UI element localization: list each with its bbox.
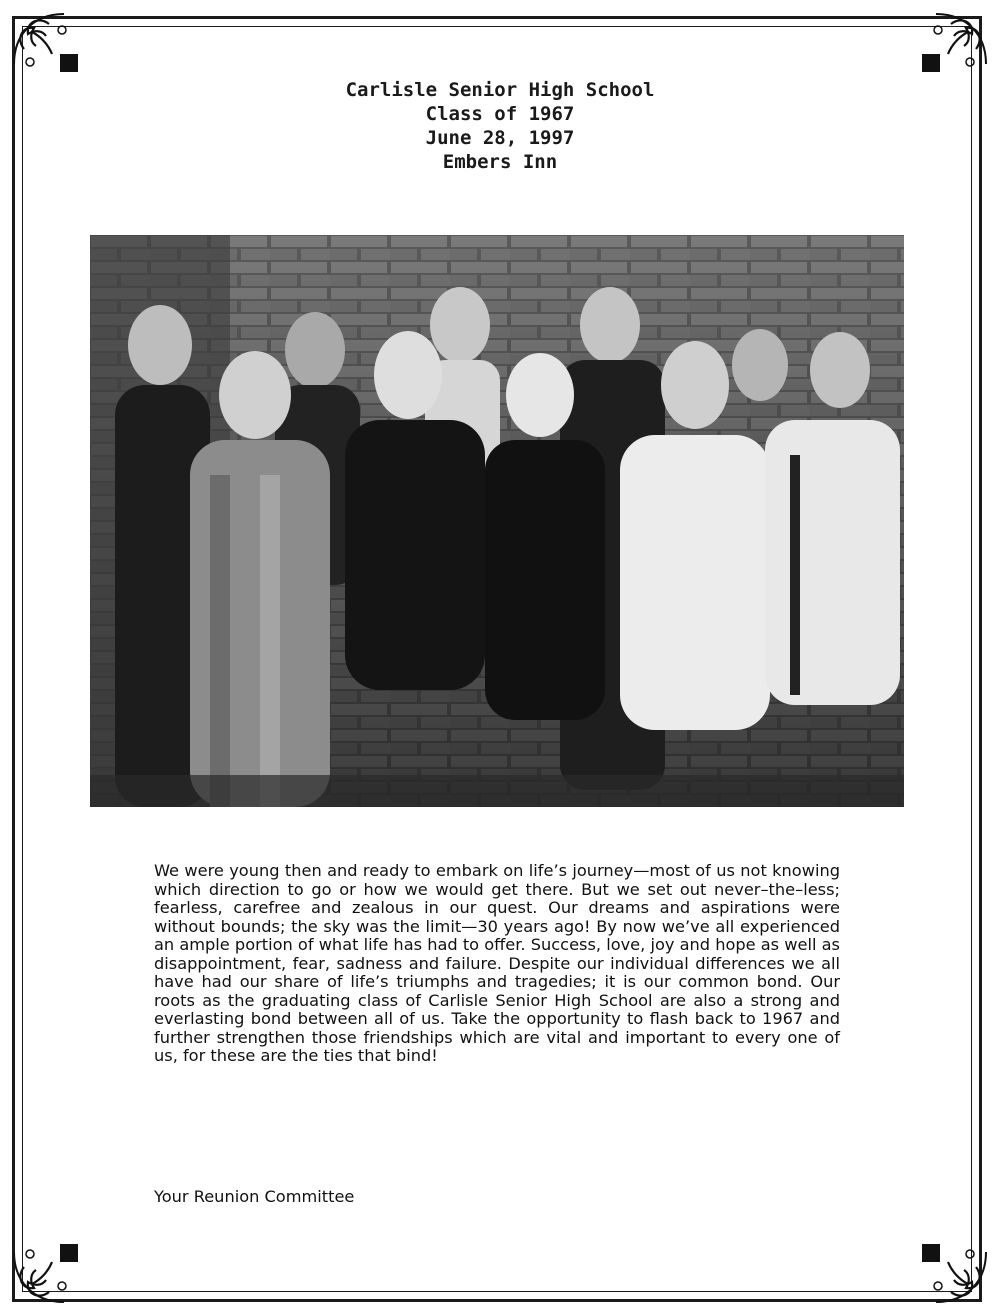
fleur-de-lis-corner-icon bbox=[4, 1222, 94, 1312]
event-date: June 28, 1997 bbox=[425, 127, 575, 149]
event-header bbox=[0, 78, 1000, 174]
event-venue: Embers Inn bbox=[442, 151, 558, 173]
reunion-message: We were young then and ready to embark on life’s journey—most of us not knowing which direction to go or how we would get there. But we set out never–the–less; fearless, carefree and zealous in our quest. Our dreams and aspirations were without bounds; the sky was the limit—30 years ago! By now we’ve all experienced an ample portion of what life has had to offer. Success, love, joy and hope as well as disappointment, fear, sadness and failure. Despite our individual differences we all have had our share of life’s triumphs and tragedies; it is our common bond. Our roots as the graduating class of Carlisle Senior High School are also a strong and everlasting bond between all of us. Take the opportunity to flash back to 1967 and further strengthen those friendships which are vital and important to every one of us, for these are the ties that bind! bbox=[154, 861, 840, 1065]
fleur-de-lis-corner-icon bbox=[906, 1222, 996, 1312]
class-year: Class of 1967 bbox=[425, 103, 575, 125]
group-photo bbox=[90, 235, 904, 807]
school-name: Carlisle Senior High School bbox=[345, 79, 655, 101]
signature: Your Reunion Committee bbox=[154, 1187, 355, 1206]
